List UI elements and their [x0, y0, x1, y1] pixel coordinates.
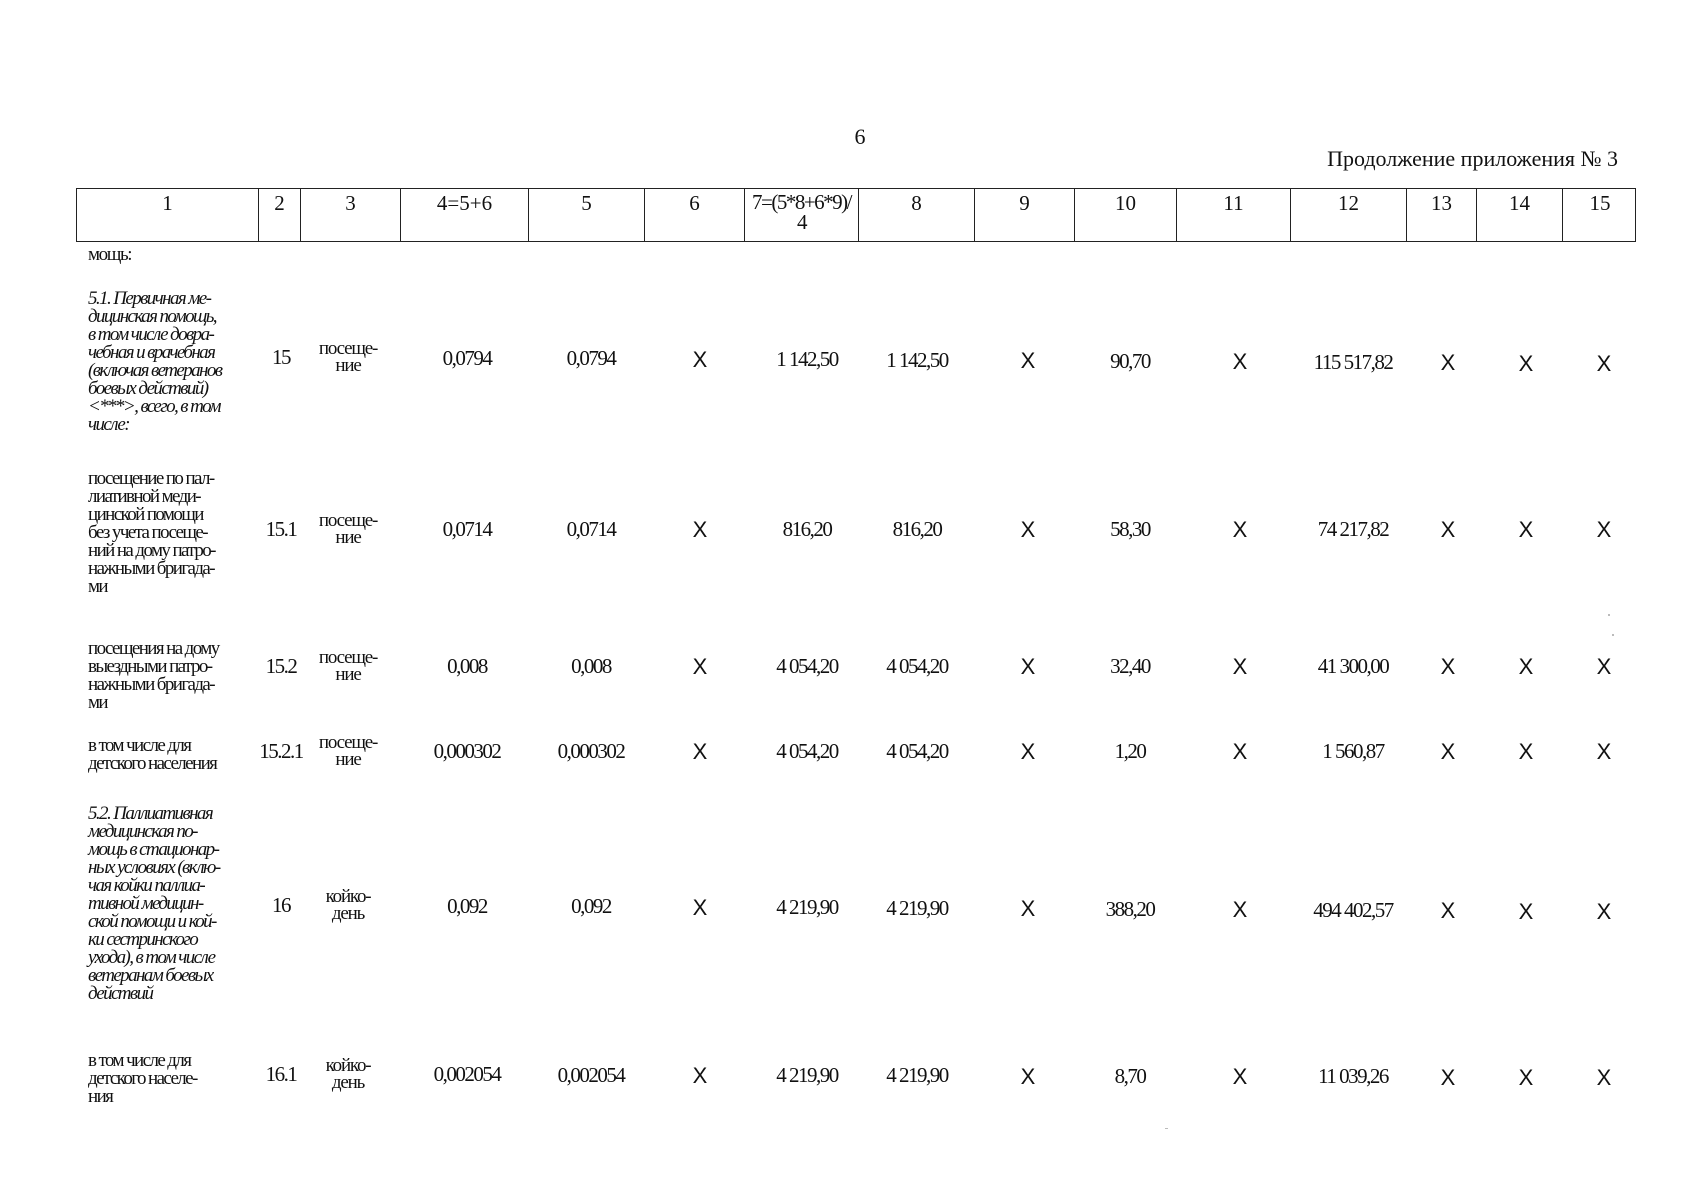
cell-col-14: X [1518, 1064, 1534, 1090]
header-col-7: 7=(5*8+6*9)/ 4 [745, 189, 859, 241]
cell-col-15: X [1596, 351, 1612, 376]
row-label: посещение по пал- лиативной меди- цинской помощи без учета посеще- ний на дому патро- нажными бригада- ми [88, 468, 215, 597]
cell-col-5: 0,092 [571, 894, 611, 918]
cell-col-11: X [1232, 1064, 1248, 1089]
cell-col-6: X [692, 1062, 708, 1088]
cell-col-12: 74 217,82 [1317, 517, 1389, 541]
cell-col-12: 41 300,00 [1317, 654, 1389, 678]
cell-col-10: 8,70 [1114, 1063, 1146, 1088]
row-label: 5.1. Первичная ме- дицинская помощь, в том числе довра- чебная и врачебная (включая ветеранов боевых действий) <***>, всего, в том числе: [88, 288, 222, 435]
row-code: 16 [272, 893, 290, 917]
cell-col-7: 816,20 [782, 517, 832, 541]
cell-col-11: X [1232, 654, 1248, 679]
cell-col-13: X [1440, 1064, 1456, 1090]
continuation-title: Продолжение приложения № 3 [1327, 146, 1618, 171]
cell-col-12: 11 039,26 [1318, 1064, 1388, 1089]
cell-col-9: X [1020, 348, 1036, 373]
cell-col-4: 0,092 [447, 893, 487, 918]
page-number: 6 [854, 124, 866, 149]
cell-col-14: X [1518, 517, 1534, 542]
scan-speck [1608, 614, 1610, 616]
cell-col-5: 0,002054 [557, 1062, 625, 1087]
cell-col-13: X [1440, 739, 1456, 764]
row-unit: посеще- ние [318, 732, 378, 770]
header-col-15: 15 [1589, 191, 1611, 215]
cell-col-12: 115 517,82 [1313, 349, 1393, 374]
cell-col-15: X [1596, 517, 1612, 542]
header-col-6: 6 [645, 189, 745, 241]
cell-col-13: X [1440, 654, 1456, 679]
scan-speck [1165, 1128, 1168, 1129]
cell-col-10: 1,20 [1114, 739, 1146, 763]
row-code: 15.1 [265, 517, 297, 541]
cell-col-8: 4 219,90 [886, 895, 948, 920]
header-col-14: 14 [1477, 189, 1563, 241]
cell-col-8: 4 054,20 [886, 739, 948, 763]
cell-col-9: X [1020, 739, 1036, 764]
row-unit: посеще- ние [318, 338, 378, 376]
cell-col-4: 0,008 [447, 654, 487, 678]
cell-col-5: 0,008 [571, 654, 611, 678]
header-col-1: 1 [77, 189, 259, 241]
cell-col-11: X [1232, 739, 1248, 764]
cell-col-8: 4 054,20 [886, 654, 948, 678]
row-label: в том числе для детского населе- ния [88, 1050, 197, 1107]
cell-col-10: 58,30 [1110, 517, 1150, 541]
cell-col-6: X [692, 346, 708, 372]
header-col-5: 5 [529, 189, 645, 241]
header-col-2: 2 [259, 189, 301, 241]
cell-col-14: X [1518, 898, 1534, 924]
cell-col-7: 1 142,50 [776, 347, 838, 371]
cell-col-11: X [1232, 349, 1248, 374]
cell-col-4: 0,002054 [433, 1062, 501, 1087]
cell-col-10: 32,40 [1110, 654, 1150, 678]
row-label: посещения на дому выездными патро- нажными бригада- ми [88, 638, 219, 713]
row-unit: посеще- ние [318, 647, 378, 685]
cell-col-7: 4 054,20 [776, 739, 838, 763]
row-code: 16.1 [265, 1062, 297, 1086]
continued-text-fragment: мощь: [88, 244, 132, 265]
cell-col-11: X [1232, 897, 1248, 922]
cell-col-13: X [1440, 350, 1456, 375]
cell-col-15: X [1596, 654, 1612, 679]
header-col-11: 11 [1177, 189, 1291, 241]
header-col-4: 4=5+6 [401, 189, 529, 241]
cell-col-5: 0,0794 [566, 346, 616, 370]
cell-col-6: X [692, 654, 708, 679]
header-col-12: 12 [1291, 189, 1407, 241]
row-code: 15.2 [265, 654, 297, 678]
cell-col-8: 816,20 [892, 517, 942, 541]
cell-col-4: 0,0714 [442, 517, 492, 541]
cell-col-8: 1 142,50 [886, 347, 948, 372]
cell-col-6: X [692, 517, 708, 542]
cell-col-12: 494 402,57 [1313, 897, 1393, 922]
cell-col-6: X [692, 739, 708, 764]
header-col-13: 13 [1407, 189, 1477, 241]
cell-col-12: 1 560,87 [1322, 739, 1384, 763]
cell-col-4: 0,0794 [442, 345, 492, 370]
row-code: 15.2.1 [259, 739, 303, 763]
cell-col-13: X [1440, 898, 1456, 923]
row-unit: койко- день [325, 1055, 371, 1093]
cell-col-5: 0,000302 [557, 739, 625, 763]
cell-col-9: X [1020, 517, 1036, 542]
cell-col-9: X [1020, 654, 1036, 679]
row-label: в том числе для детского населения [88, 735, 217, 774]
row-label: 5.2. Паллиативная медицинская по- мощь в стационар- ных условиях (вклю- чая койки паллиа- тивной медицин- ской помощи и кой- ки сестринского ухода), в том числе ветеранам боевых действий [88, 803, 220, 1004]
cell-col-10: 388,20 [1105, 896, 1155, 921]
header-col-8: 8 [859, 189, 975, 241]
row-unit: койко- день [325, 886, 371, 924]
cell-col-7: 4 219,90 [776, 1063, 838, 1087]
cell-col-11: X [1232, 517, 1248, 542]
cell-col-7: 4 219,90 [776, 895, 838, 919]
header-col-3: 3 [301, 189, 401, 241]
cell-col-7: 4 054,20 [776, 654, 838, 678]
cell-col-15: X [1596, 899, 1612, 924]
header-col-10: 10 [1075, 189, 1177, 241]
cell-col-15: X [1596, 739, 1612, 764]
row-unit: посеще- ние [318, 510, 378, 548]
scan-speck [1612, 634, 1614, 636]
cell-col-13: X [1440, 517, 1456, 542]
cell-col-15: X [1596, 1065, 1612, 1090]
header-col-9: 9 [975, 189, 1075, 241]
cell-col-9: X [1020, 1063, 1036, 1089]
cell-col-6: X [692, 894, 708, 920]
cell-col-5: 0,0714 [566, 517, 616, 541]
cell-col-14: X [1518, 350, 1534, 376]
cell-col-14: X [1518, 654, 1534, 679]
cell-col-4: 0,000302 [433, 739, 501, 763]
cell-col-9: X [1020, 896, 1036, 921]
cell-col-14: X [1518, 739, 1534, 764]
cell-col-10: 90,70 [1110, 348, 1150, 373]
cell-col-8: 4 219,90 [886, 1063, 948, 1088]
row-code: 15 [272, 345, 290, 369]
column-number-header [76, 188, 1636, 242]
